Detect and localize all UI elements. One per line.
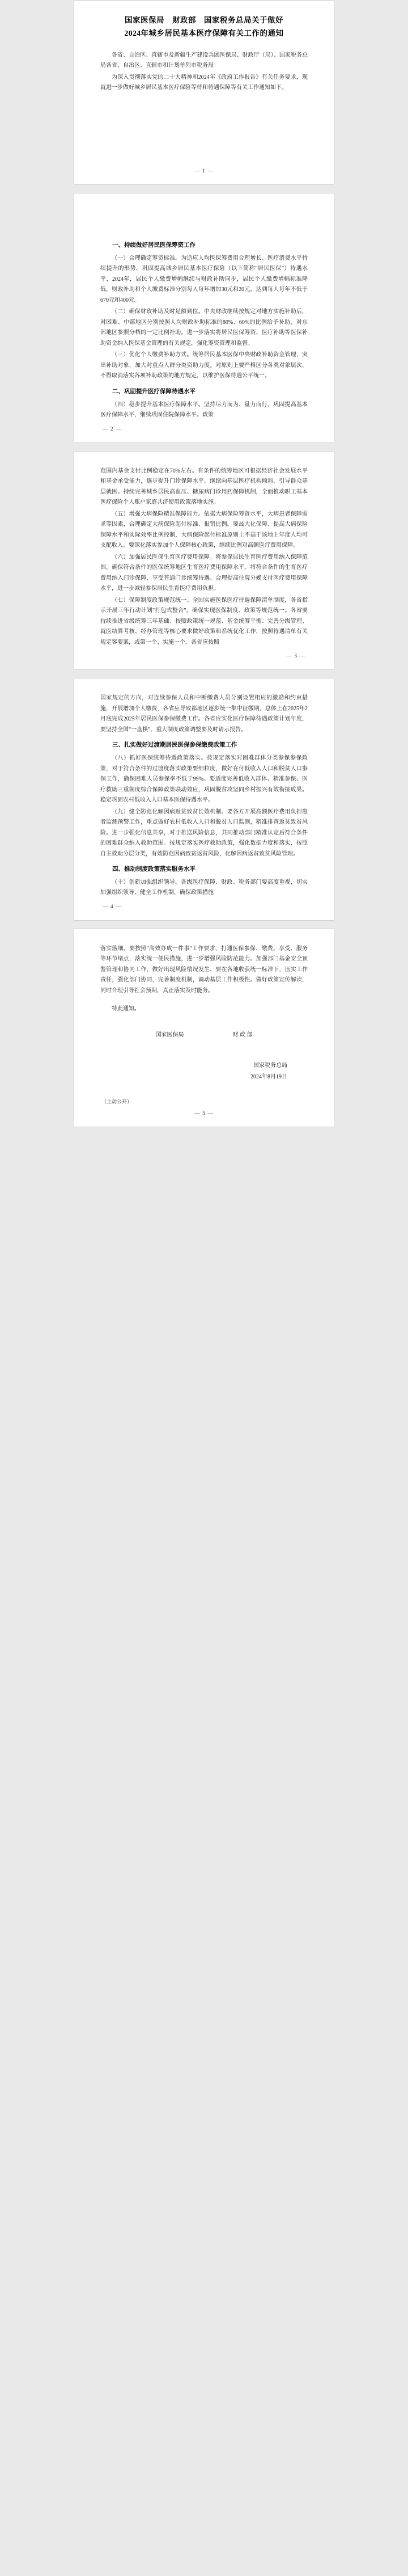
signatory-medical-insurance-bureau: 国家医保局 <box>155 1031 184 1038</box>
page3-paragraph-2: （五）增强大病保险精准保障能力。依据大病保险筹资水平，大病患者保障需求等因素，合理确定大病保险起付标准、报销比例。要最大化保障、提高大病保险保障水平和实际效率比例控制，大病保险起付标准原则上不高于该地上年度人均可支配收入。要深化落实参加个人保障核心政策，继续比例对高额医疗费用保障。 <box>100 511 308 549</box>
document-title <box>100 14 308 40</box>
signature-row-top <box>100 1030 308 1041</box>
page3-paragraph-3: （六）加强居民医保生育医疗费用保障。将参保居民生育医疗费用纳入保障范围，确保符合条件的医保统筹地区生育医疗费用保障水平。将符合条件的生育医疗费用纳入门诊保障，享受普通门诊统筹待遇。合理提高住院分娩支付医疗费用保障水平，进一步减轻参保居民生育医疗费用负担。 <box>100 554 308 592</box>
page-number-4: — 4 — <box>103 904 122 910</box>
page-number-3: — 3 — <box>286 654 305 660</box>
recipients-paragraph: 各省、自治区、直辖市及新疆生产建设兵团医保局、财政厅（局）、国家税务总局各省、自治区、直辖市和计划单列市税务局： <box>100 52 308 69</box>
page4-paragraph-1: 国家规定的方向，对连续参保人员和中断缴费人员分别设置相应的激励和约束措施，开展增加个人缴费，各省应导致都地区逐步统一集中征缴期，总体上在2025年2月底完成2025年居民医保参保缴费工作。各省应实化医疗保障待遇政策计划年度，要坚持全国"一盘棋"，重大制度政策调整要及时请示报告。 <box>100 695 308 733</box>
title-line-1: 国家医保局 财政部 国家税务总局关于做好 <box>125 16 283 24</box>
page-number-5: — 5 — <box>194 1110 214 1116</box>
signatory-tax-administration: 国家税务总局 <box>253 1062 287 1069</box>
document-page-1 <box>74 0 334 185</box>
page3-paragraph-1: 范围内基金支付比例稳定在70%左右。有条件的统筹地区可根据经济社会发展水平和基金承受能力，逐步提升门诊保障水平。继续向基层医疗机构倾斜，引导群众基层就医。持续完善城乡居民高血压、糖尿病门诊用药保障机制，全面推动职工基本医疗保险个人账户家庭共济使用政策落地实施。 <box>100 467 308 506</box>
intro-paragraph: 为深入贯彻落实党的二十大精神和2024年《政府工作报告》有关任务要求，现就进一步做好城乡居民基本医疗保险等待和待遇保障等有关工作通知如下。 <box>100 74 308 91</box>
page4-paragraph-2: （八）抓好医保统筹待遇政策落实。按规定落实对困难群体分类参保参保政策，对于符合条件的过渡度落实政策要细粒度，做好在付低收入人口和脱贫人口参保工作，确保困难人员参保率不低于99%。要适度完善低收入群体、精准参保、医疗救助三重制度综合保障政策联动效应，巩固脱贫攻坚同乡村振兴有效衔接成果。稳定巩固农村低收入人口基本医保待遇水平。 <box>100 755 308 804</box>
document-container <box>0 0 408 1143</box>
document-page-4 <box>74 678 334 921</box>
page4-paragraph-4: （十）创新加强组织领导。各级医疗保障、财政、税务部门要高度重视，切实加强组织领导，健全工作机制，确保政策措施 <box>100 879 308 896</box>
section-heading-2: 二、巩固提升医疗保障待遇水平 <box>112 388 196 395</box>
page1-whitespace <box>100 95 308 163</box>
page3-paragraph-4: （七）保障制度政策规范统一。全国实施医保医疗待遇保障清单制度，各省指示开展三年行动计划"打包式整合"。确保实现医保制度、政策等规范统一。各省要持续推进省级统筹三年基础、按照政策统一规范、基金统筹平衡、完善分级管理、就医结算考核、经办管理等核心要求做好政策和系统优化工作，按照待遇清单有关规定客要案，或第一个、实施一个。各省应按照 <box>100 597 308 646</box>
closing-statement: 特此通知。 <box>112 1006 140 1013</box>
document-page-5 <box>74 929 334 1127</box>
page2-paragraph-2: （二）确保财政补助及时足额到位。中央财政继续按规定对地方实施补助后，对困难、中部地区分别按照人均财政补助标准的80%、60%的比例给予补助，对东部地区参照分档的一定比例补助。进一步落实将居民医保筹资、医疗补助等医保补助资金纳入医保基金管理的有关规定，强化筹资管理和监督。 <box>100 309 308 347</box>
signature-tax-administration-block <box>100 1060 308 1083</box>
signatory-ministry-of-finance: 财 政 部 <box>232 1031 253 1038</box>
document-page-3 <box>74 451 334 671</box>
disclosure-note: （主动公开） <box>101 1098 133 1104</box>
section-heading-3: 三、扎实做好过渡期居民医保参保缴费政策工作 <box>112 742 237 749</box>
signature-block <box>100 1030 308 1083</box>
title-line-2: 2024年城乡居民基本医疗保障有关工作的通知 <box>124 28 284 37</box>
section-heading-1: 一、持续做好居民医保筹资工作 <box>112 242 196 248</box>
page2-paragraph-4: （四）稳步提升基本医疗保障水平。坚持尽力而为、量力而行，巩固提高基本医疗保障水平，继续巩固住院保障水平。政策 <box>100 401 308 419</box>
document-page-2 <box>74 193 334 443</box>
page2-top-whitespace <box>100 208 308 235</box>
page2-paragraph-3: （三）优化个人缴费补助方式。统筹居民基本医保中央财政补助资金管理，突出补助对象，加大对重点人群分类资助力度。对原则上要严格区分各类对象层次，不得取消落实各项补助政策的地方规定，以维护医保待遇公平统一。 <box>100 352 308 380</box>
page-number-2: — 2 — <box>103 426 122 432</box>
signature-date: 2024年8月19日 <box>250 1073 287 1080</box>
page2-paragraph-1: （一）合理确定筹资标准。为适应人均医保筹费用合理增长、医疗消费水平持续提升的形势，巩固提高城乡居民基本医疗保险（以下简称"居民医保"）待遇水平，2024年，居民个人缴费增幅继续与财政补助同步，居民个人缴费增幅标准降低，财政补助和个人缴费标准分别每人每年增加30元和20元，达到每人每年不低于670元和400元。 <box>100 255 308 303</box>
page5-paragraph-1: 落实落细。要按照"高效办成一件事"工作要求，打通医保参保、缴费、享受、服务等环节堵点，落实统一便民措施，进一步增强风险防范能力。加强部门基金安全预警管理和协同工作，做好出现风险情况发生、要在各地收获统一标准下，压实工作责任，强化部门协同，完善制度机制，调动基层工作积极性。做好政策宣传解读，同时合理引导社会预期，真正落实及时能务。 <box>100 945 308 994</box>
section-heading-4: 四、推动制度政策落实服务水平 <box>112 866 196 873</box>
page-number-1: — 1 — <box>194 168 214 174</box>
page4-paragraph-3: （九）健全防范化解因病返贫致贫长效机制。要各方开展高额医疗费用负担患者监测预警工作，重点做好农村低收入人口和脱贫人口监测，精准排查返贫致贫风险。进一步强化信息共享，对于推送风险信息，共同推动部门精准认定后符合条件的困难群众纳入救助范围。按规定落实医疗救助政策，强化数据力度和落实，按照自主救助分层分类，有效防范因病致贫返贫风险，化解因病返贫致贫风险管理。 <box>100 808 308 857</box>
